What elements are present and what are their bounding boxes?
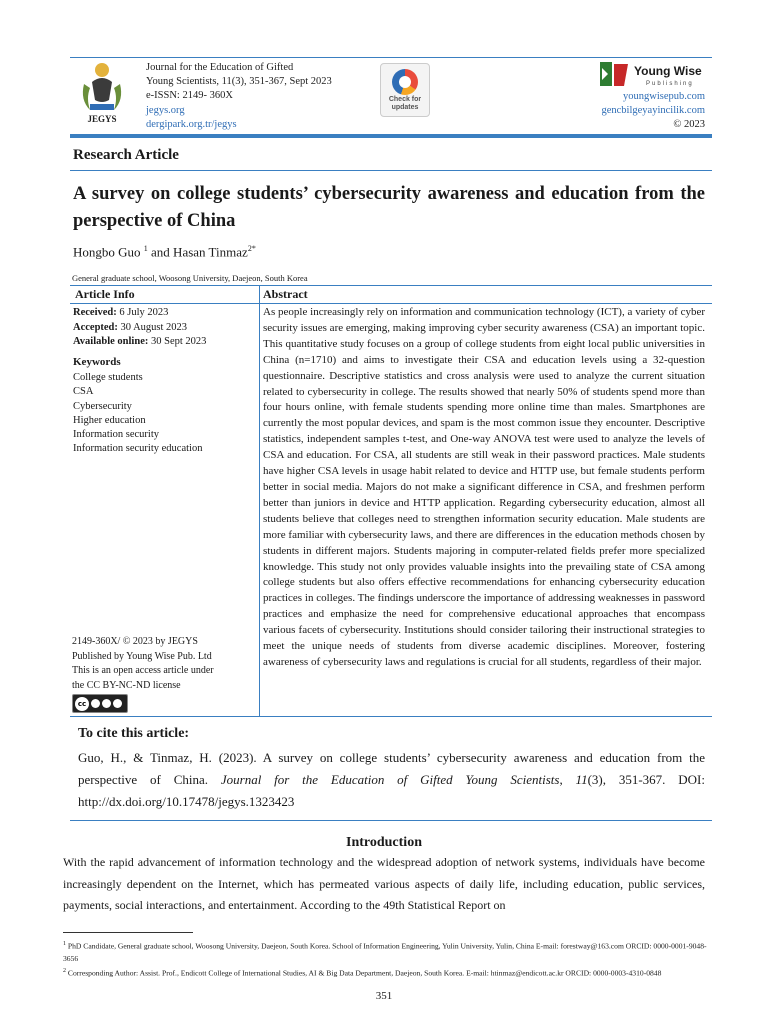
accepted-date: 30 August 2023 — [117, 321, 188, 333]
footnote-1-mark: 1 — [63, 941, 66, 947]
article-info-table — [70, 285, 712, 717]
publisher-name: Young Wise — [634, 64, 702, 78]
citation-volume: 11 — [575, 772, 588, 787]
article-info-heading: Article Info — [75, 287, 135, 301]
by-icon — [91, 699, 100, 708]
abstract-heading: Abstract — [263, 287, 308, 301]
footnote-2-mark: 2 — [63, 967, 66, 974]
publisher-sub: Publishing — [646, 81, 694, 87]
keywords-list — [73, 371, 202, 457]
copyright-line-3: This is an open access article under — [72, 665, 214, 676]
check-updates-label: Check for updates — [388, 96, 422, 111]
nc-icon — [102, 699, 111, 708]
publisher-year: © 2023 — [673, 119, 705, 131]
jegys-logo — [78, 60, 126, 126]
publisher-link-1[interactable]: youngwisepub.com — [623, 91, 705, 102]
logo-text: JEGYS — [87, 114, 117, 124]
publisher-link-2[interactable]: gencbilgeyayincilik.com — [601, 105, 705, 117]
available-date: 30 Sept 2023 — [148, 336, 207, 347]
affiliation: General graduate school, Woosong University, Daejeon, South Korea — [72, 273, 308, 283]
header-bottom-rule — [70, 134, 712, 138]
table-header-rule — [70, 303, 712, 304]
citation-comma: , — [559, 772, 576, 787]
citation-text — [78, 747, 705, 813]
keywords-heading: Keywords — [73, 356, 121, 368]
journal-line-2: Young Scientists, 11(3), 351-367, Sept 2023 — [146, 76, 332, 88]
article-dates — [73, 306, 206, 350]
citation-part-2: (3), 351-367. DOI: http://dx.doi.org/10.17478/jegys.1323423 — [78, 772, 705, 809]
footnote-rule — [63, 932, 193, 933]
keyword-item: College students — [73, 372, 143, 383]
footnote-2 — [63, 965, 708, 980]
author-1: Hongbo Guo — [73, 244, 141, 260]
footnotes — [63, 938, 708, 979]
copyright-line-1: 2149-360X/ © 2023 by JEGYS — [72, 636, 198, 647]
introduction-text: With the rapid advancement of information technology and the widespread adoption of network systems, individuals have become increasingly dependent on the Internet, which has permeated various aspects of daily life, including education, public services, payments, social interactions, and entertainment. According to the 49th Statistical Report on — [63, 855, 705, 912]
journal-line-1: Journal for the Education of Gifted — [146, 62, 294, 73]
abstract-text: As people increasingly rely on information and communication technology (ICT), a variety of cyber security issues are emerging, making improving cyber security awareness (CSA) an important topic. This quantitative study focuses on a group of college students from eight local public universities in China (n=1710) and aims to investigate their CSA and education levels using a 32-question questionnaire. Descriptive statistics and cross analysis were used to analyze the current situation related to cybersecurity in college. The results showed that nearly 50% of students spend more than four hours online, with female students spending more online time than males. Smartphones are currently the most popular devices, and spam is the most common issue they encounter. Descriptive statistics, independent samples t-test, and One-way ANOVA test were used to analyze the levels of CSA and education. For CSA, all students are still weak in their password practices. Male students have higher CSA levels in usage habit related to device and HTTP use, but female students perform better in social media. Majors do not make a significant difference in CSA, and freshmen perform better than juniors in device and HTTP application. Regarding cybersecurity education, almost all students believe that colleges need to strengthen information security education. Male students are more familiar with cybersecurity laws, and there are differences in the education methods chosen by students in different majors. Students majoring in computer-related fields prefer more specialized knowledge. This study not only provides valuable insights into the prevailing state of CSA among college students but also offers effective recommendations for enhancing cybersecurity education practices in colleges. The findings underscore the importance of addressing weaknesses in password practices and emphasize the need for comprehensive educational approaches that encompass various facets of cybersecurity. Institutions should consider tailoring their instructional strategies to meet the unique needs of students from diverse academic disciplines. Moreover, fostering awareness of cybersecurity laws and regulations is crucial for all students, regardless of their major. — [263, 306, 705, 668]
introduction-heading: Introduction — [346, 835, 422, 850]
article-title: A survey on college students’ cybersecurity awareness and education from the perspective of China — [73, 184, 705, 231]
check-updates-icon — [392, 69, 418, 95]
available-label: Available online: — [73, 336, 149, 347]
keyword-item: Information security education — [73, 443, 203, 455]
author-2: and Hasan Tinmaz — [147, 244, 248, 260]
cc-license-icon[interactable] — [72, 694, 128, 713]
divider — [70, 170, 712, 171]
footnote-2-text: Corresponding Author: Assist. Prof., Endicott College of International Studies, AI & Big Data Department, Daejeon, South Korea. E-mail: htinmaz@endicott.ac.kr ORCID: 0000-0003-4310-0848 — [66, 968, 662, 978]
journal-link-1[interactable]: jegys.org — [146, 104, 185, 116]
column-divider — [259, 286, 260, 716]
journal-meta — [146, 61, 332, 132]
divider — [70, 820, 712, 821]
eissn: e-ISSN: 2149- 360X — [146, 90, 233, 102]
keyword-item: Higher education — [73, 414, 146, 426]
publisher-meta — [601, 90, 705, 133]
citation-heading: To cite this article: — [78, 726, 190, 741]
authors — [73, 244, 256, 260]
young-wise-logo — [598, 60, 710, 90]
citation-journal: Journal for the Education of Gifted Young Scientists — [220, 772, 560, 787]
nd-icon — [113, 699, 122, 708]
footnote-1 — [63, 938, 708, 965]
author-2-note: 2* — [247, 244, 256, 253]
copyright-line-4: the CC BY-NC-ND license — [72, 679, 181, 691]
received-date: 6 July 2023 — [116, 307, 169, 318]
header-top-rule — [70, 57, 712, 58]
article-type: Research Article — [73, 147, 179, 163]
copyright-notice — [72, 635, 214, 693]
author-1-note: 1 — [143, 244, 148, 253]
keyword-item: CSA — [73, 386, 94, 398]
cc-icon: cc — [75, 697, 89, 711]
received-label: Received: — [73, 307, 117, 318]
footnote-1-text: PhD Candidate, General graduate school, Woosong University, Daejeon, South Korea. School of Information Engineering, Yulin University, Yulin, China E-mail: forestway@163.com ORCID: 0000-0001-9048-3656 — [63, 941, 707, 963]
check-for-updates-button[interactable] — [380, 63, 430, 117]
keyword-item: Information security — [73, 429, 160, 441]
keyword-item: Cybersecurity — [73, 400, 132, 412]
accepted-label: Accepted: — [73, 321, 118, 333]
copyright-line-2: Published by Young Wise Pub. Ltd — [72, 650, 212, 662]
page-number: 351 — [375, 990, 393, 1002]
citation-part-1: Guo, H., & Tinmaz, H. (2023). A survey on college students’ cybersecurity awareness and education from the perspective of China. — [78, 750, 705, 787]
journal-link-2[interactable]: dergipark.org.tr/jegys — [146, 118, 237, 130]
